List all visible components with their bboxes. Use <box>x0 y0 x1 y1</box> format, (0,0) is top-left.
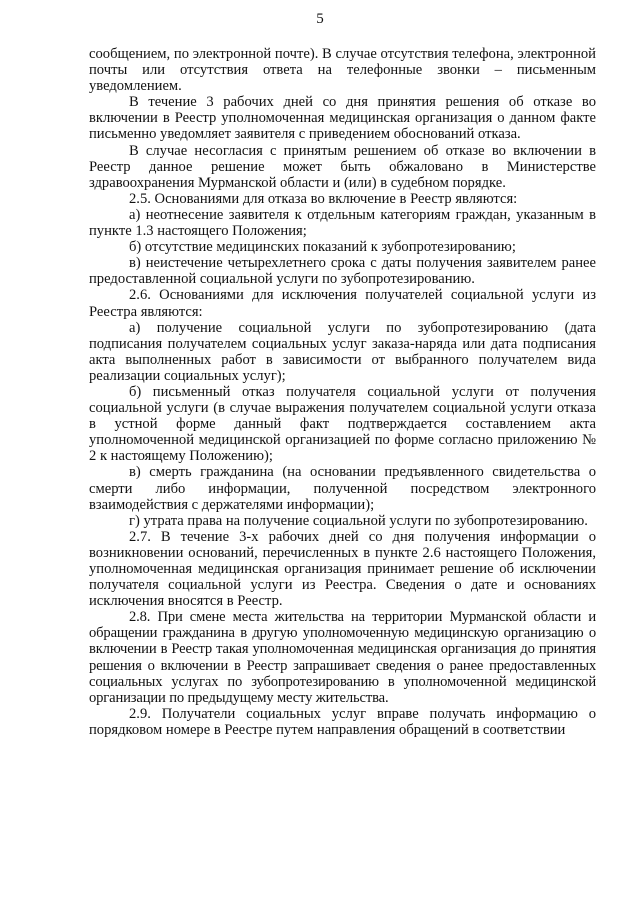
paragraph-2-9: 2.9. Получатели социальных услуг вправе получать информацию о порядковом номере в Реестре путем направления обращений в соответствии <box>89 705 596 738</box>
paragraph-2-5-a: а) неотнесение заявителя к отдельным категориям граждан, указанным в пункте 1.3 настоящего Положения; <box>89 206 596 240</box>
paragraph-2-6-a: а) получение социальной услуги по зубопротезированию (дата подписания получателем социальных услуг заказа-наряда или дата подписания акта выполненных работ в зависимости от выбранного получателем вида реализации социальных услуг); <box>89 319 596 384</box>
paragraph-appeal: В случае несогласия с принятым решением об отказе во включении в Реестр данное решение может быть обжаловано в Министерстве здравоохранения Мурманской области и (или) в судебном порядке. <box>89 142 596 191</box>
document-body <box>89 46 596 738</box>
paragraph-2-6-heading: 2.6. Основаниями для исключения получателей социальной услуги из Реестра являются: <box>89 287 596 320</box>
paragraph-refusal-notice: В течение 3 рабочих дней со дня принятия решения об отказе во включении в Реестр уполномоченная медицинская организация о данном факте письменно уведомляет заявителя с приведением обоснований отказа. <box>89 94 596 143</box>
page-number: 5 <box>316 11 324 27</box>
paragraph-2-8: 2.8. При смене места жительства на территории Мурманской области и обращении гражданина в другую уполномоченную медицинскую организацию о включении в Реестр такая уполномоченная медицинская организация до принятия решения о включении в Реестр запрашивает сведения о ранее предоставленных социальных услугах по зубопротезированию в уполномоченной медицинской организации по предыдущему месту жительства. <box>89 609 596 706</box>
paragraph-continuation: сообщением, по электронной почте). В случае отсутствия телефона, электронной почты или отсутствия ответа на телефонные звонки – письменным уведомлением. <box>89 46 596 95</box>
paragraph-2-7: 2.7. В течение 3-х рабочих дней со дня получения информации о возникновении оснований, перечисленных в пункте 2.6 настоящего Положения, уполномоченная медицинская организация принимает решение об исключении получателя социальной услуги из Реестра. Сведения о дате и основаниях исключения вносятся в Реестр. <box>89 528 596 610</box>
paragraph-2-6-c: в) смерть гражданина (на основании предъявленного свидетельства о смерти либо информации, полученной посредством электронного взаимодействия с держателями информации); <box>89 464 596 513</box>
paragraph-2-6-d: г) утрата права на получение социальной услуги по зубопротезированию. <box>129 512 588 529</box>
paragraph-2-5-b: б) отсутствие медицинских показаний к зубопротезированию; <box>129 239 516 256</box>
paragraph-2-5-heading: 2.5. Основаниями для отказа во включение в Реестр являются: <box>129 190 518 207</box>
paragraph-2-5-c: в) неистечение четырехлетнего срока с даты получения заявителем ранее предоставленной социальной услуги по зубопротезированию. <box>89 255 596 288</box>
paragraph-2-6-b: б) письменный отказ получателя социальной услуги от получения социальной услуги (в случае выражения получателем социальной услуги отказа в устной форме данный факт подтверждается составлением акта уполномоченной медицинской организацией по форме согласно приложению № 2 к настоящему Положению); <box>89 383 596 465</box>
